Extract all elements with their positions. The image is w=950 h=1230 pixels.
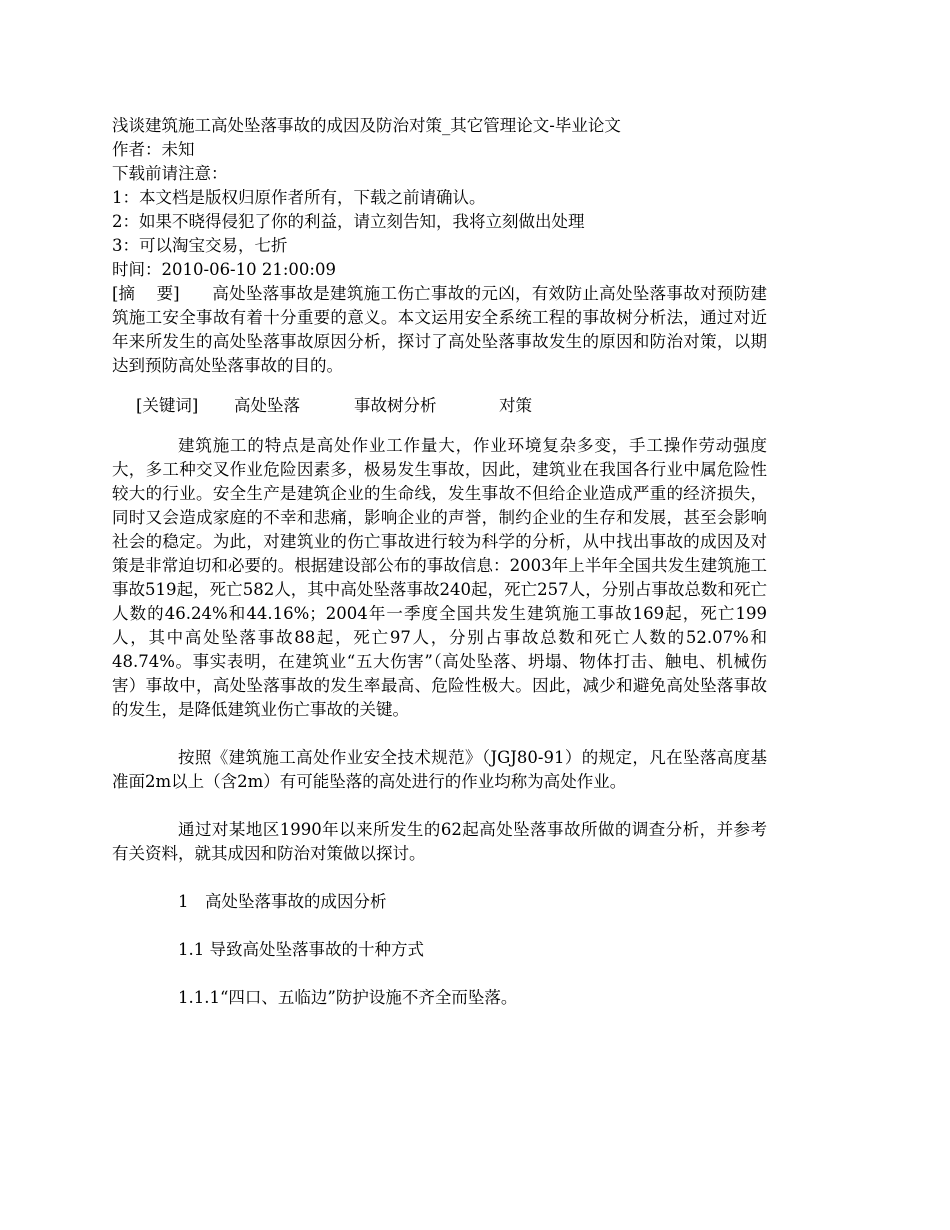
- section-heading-1: 1 高处坠落事故的成因分析: [178, 892, 387, 911]
- notice-item-3: 3：可以淘宝交易，七折: [112, 236, 288, 255]
- abstract-text: 高处坠落事故是建筑施工伤亡事故的元凶，有效防止高处坠落事故对预防建筑施工安全事故有着十分重要的意义。本文运用安全系统工程的事故树分析法，通过对近年来所发生的高处坠落事故原因分析，探讨了高处坠落事故发生的原因和防治对策，以期达到预防高处坠落事故的目的。: [112, 284, 767, 375]
- keyword-2: 事故树分析: [354, 396, 437, 415]
- section-heading-1-1-1: 1.1.1“四口、五临边”防护设施不齐全而坠落。: [178, 988, 518, 1007]
- keywords-label: [关键词]: [136, 396, 199, 415]
- notice-item-1: 1：本文档是版权归原作者所有，下载之前请确认。: [112, 188, 486, 207]
- timestamp: 时间：2010-06-10 21:00:09: [112, 260, 336, 279]
- keyword-1: 高处坠落: [234, 396, 300, 415]
- notice-item-2: 2：如果不晓得侵犯了你的利益，请立刻告知，我将立刻做出处理: [112, 212, 585, 231]
- body-paragraph-1: 建筑施工的特点是高处作业工作量大，作业环境复杂多变，手工操作劳动强度大，多工种交叉作业危险因素多，极易发生事故，因此，建筑业在我国各行业中属危险性较大的行业。安全生产是建筑企业的生命线，发生事故不但给企业造成严重的经济损失，同时又会造成家庭的不幸和悲痛，影响企业的声誉，制约企业的生存和发展，甚至会影响社会的稳定。为此，对建筑业的伤亡事故进行较为科学的分析，从中找出事故的成因及对策是非常迫切和必要的。根据建设部公布的事故信息：2003年上半年全国共发生建筑施工事故519起，死亡582人，其中高处坠落事故240起，死亡257人，分别占事故总数和死亡人数的46.24%和44.16%；2004年一季度全国共发生建筑施工事故169起，死亡199人，其中高处坠落事故88起，死亡97人，分别占事故总数和死亡人数的52.07%和48.74%。事实表明，在建筑业“五大伤害”（高处坠落、坍塌、物体打击、触电、机械伤害）事故中，高处坠落事故的发生率最高、危险性极大。因此，减少和避免高处坠落事故的发生，是降低建筑业伤亡事故的关键。: [112, 436, 767, 719]
- document-title: 浅谈建筑施工高处坠落事故的成因及防治对策_其它管理论文-毕业论文: [112, 116, 621, 135]
- abstract-label: [摘 要]: [112, 284, 180, 303]
- author-line: 作者：未知: [112, 140, 195, 159]
- keyword-3: 对策: [499, 396, 532, 415]
- keywords-line: [112, 394, 767, 418]
- body-paragraph-2: 按照《建筑施工高处作业安全技术规范》（JGJ80-91）的规定，凡在坠落高度基准面2m以上（含2m）有可能坠落的高处进行的作业均称为高处作业。: [112, 748, 767, 791]
- notice-heading: 下载前请注意：: [112, 164, 228, 183]
- body-paragraph-3: 通过对某地区1990年以来所发生的62起高处坠落事故所做的调查分析，并参考有关资料，就其成因和防治对策做以探讨。: [112, 820, 767, 863]
- document-page: [112, 114, 767, 1010]
- section-heading-1-1: 1.1 导致高处坠落事故的十种方式: [178, 940, 424, 959]
- abstract: [112, 282, 767, 378]
